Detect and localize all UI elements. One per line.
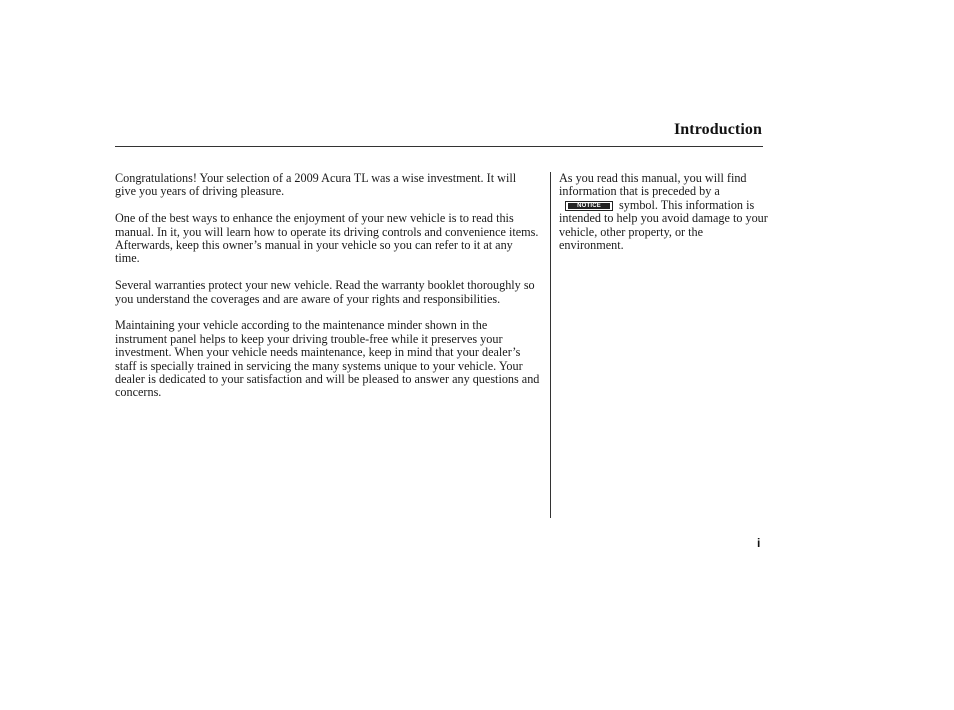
page-title: Introduction bbox=[673, 121, 762, 138]
notice-text-before: As you read this manual, you will find information that is preceded by a bbox=[559, 171, 747, 199]
header-rule bbox=[115, 146, 763, 147]
intro-paragraph-congratulations: Congratulations! Your selection of a 2009 Acura TL was a wise investment. It will give you years of driving pleasure. bbox=[115, 171, 517, 199]
intro-paragraph-maintenance: Maintaining your vehicle according to the maintenance minder shown in the instrument panel helps to keep your driving trouble-free while it preserves your investment. When your vehicle needs maintenance, keep in mind that your dealer’s staff is specially trained in servicing the many systems unique to your vehicle. Your dealer is dedicated to your satisfaction and will be pleased to answer any questions and concerns. bbox=[115, 318, 540, 400]
notice-text-after: symbol. This information is intended to help you avoid damage to your vehicle, other property, or the environment. bbox=[559, 197, 768, 253]
right-column bbox=[559, 172, 769, 266]
notice-symbol-icon bbox=[565, 201, 613, 211]
notice-explanation-paragraph bbox=[559, 172, 769, 252]
column-divider bbox=[550, 172, 551, 518]
page-number: i bbox=[757, 536, 761, 550]
intro-paragraph-read-manual: One of the best ways to enhance the enjoyment of your new vehicle is to read this manual. In it, you will learn how to operate its driving controls and convenience items. Afterwards, keep this owner’s manual in your vehicle so you can refer to it at any time. bbox=[115, 211, 539, 266]
notice-symbol-label: NOTICE bbox=[568, 203, 610, 209]
left-column bbox=[115, 172, 540, 413]
intro-paragraph-warranties: Several warranties protect your new vehicle. Read the warranty booklet thoroughly so you understand the coverages and are aware of your rights and responsibilities. bbox=[115, 278, 535, 306]
